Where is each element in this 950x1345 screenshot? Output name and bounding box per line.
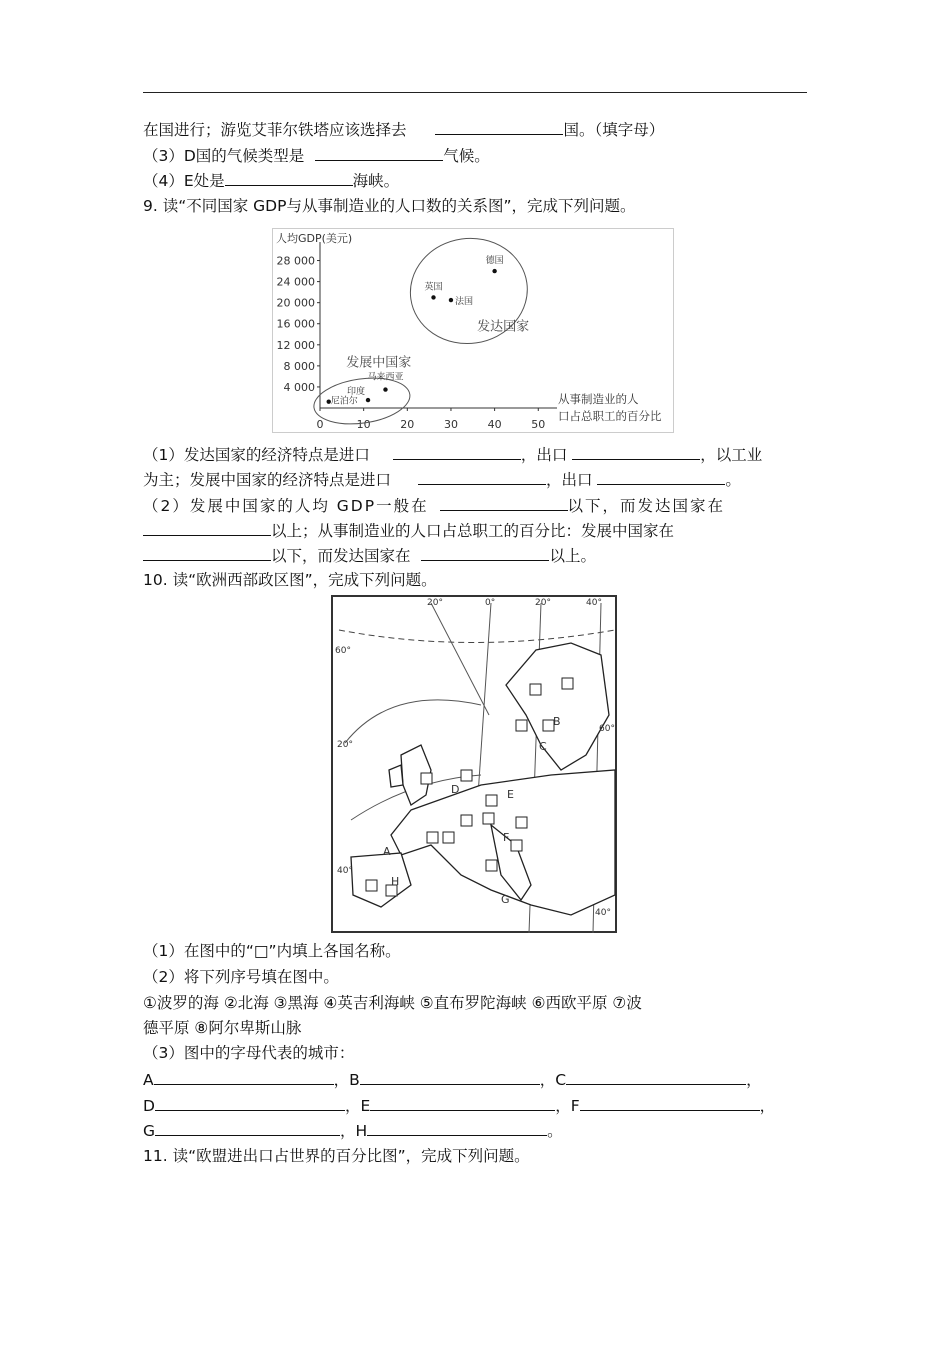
text: 海峡。 (352, 172, 400, 190)
text: 以下，而发达国家在 (271, 547, 411, 565)
text: 以下，而发达国家在 (567, 497, 726, 515)
latitude-label: 40° (595, 908, 611, 918)
city-b-blank[interactable] (360, 1068, 540, 1085)
map-letter-c: C (539, 740, 547, 753)
answer-blank[interactable] (225, 169, 353, 186)
line-climate (143, 144, 490, 167)
question-10: 10. 读“欧洲西部政区图”，完成下列问题。 (143, 571, 437, 589)
text: 为主；发展中国家的经济特点是进口 (143, 471, 392, 489)
city-a-blank[interactable] (154, 1068, 334, 1085)
point-label: 马来西亚 (367, 372, 404, 383)
x-tick-label: 50 (531, 418, 546, 431)
text: 国。（填字母） (563, 121, 665, 139)
group-label: 发展中国家 (346, 355, 412, 371)
x-tick-label: 20 (400, 418, 415, 431)
answer-blank[interactable] (143, 519, 271, 536)
text: ，B (333, 1071, 360, 1089)
longitude-label: 20° (427, 598, 443, 608)
q9-part2-line2 (143, 519, 674, 542)
map-letter-d: D (451, 783, 460, 796)
q10-part3: （3）图中的字母代表的城市： (143, 1044, 355, 1062)
text: ， (759, 1097, 776, 1115)
q9-part1-line1 (143, 443, 762, 466)
x-tick-label: 10 (356, 418, 371, 431)
text: （2）发展中国家的人均 GDP一般在 (143, 497, 429, 515)
country-box[interactable] (427, 832, 438, 843)
answer-blank[interactable] (435, 118, 563, 135)
point-label: 德国 (485, 256, 504, 267)
answer-blank[interactable] (440, 494, 568, 511)
country-box[interactable] (486, 860, 497, 871)
western-europe-map (331, 595, 617, 933)
text: ，H (340, 1122, 368, 1140)
longitude-label: 40° (586, 598, 602, 608)
y-tick-label: 4 000 (283, 380, 315, 394)
city-row-abc (143, 1068, 762, 1091)
country-box[interactable] (516, 817, 527, 828)
answer-blank[interactable] (315, 144, 443, 161)
text: 以上；从事制造业的人口占总职工的百分比：发展中国家在 (271, 522, 675, 540)
point-label: 法国 (454, 297, 473, 308)
latitude-label: 60° (599, 724, 615, 734)
map-letter-b: B (553, 715, 561, 728)
text: ，出口 (545, 471, 593, 489)
latitude-label: 40° (337, 866, 353, 876)
country-box[interactable] (461, 770, 472, 781)
country-box[interactable] (443, 832, 454, 843)
city-h-blank[interactable] (367, 1119, 547, 1136)
answer-blank[interactable] (393, 443, 521, 460)
text: 在国进行；游览艾菲尔铁塔应该选择去 (143, 121, 407, 139)
city-row-def (143, 1094, 775, 1117)
gdp-scatter-chart (272, 228, 674, 433)
y-tick-label: 8 000 (283, 359, 315, 373)
text: 气候。 (443, 147, 490, 165)
country-box[interactable] (516, 720, 527, 731)
longitude-label: 0° (485, 598, 496, 608)
y-axis-label: 人均GDP(美元) (276, 232, 353, 245)
text: ，出口 (520, 446, 568, 464)
text: 。 (547, 1122, 563, 1140)
q10-part2: （2）将下列序号填在图中。 (143, 968, 339, 986)
text: ，以工业 (700, 446, 763, 464)
country-box[interactable] (511, 840, 522, 851)
question-9: 9. 读“不同国家 GDP与从事制造业的人口数的关系图”，完成下列问题。 (143, 197, 636, 215)
line-eiffel (143, 118, 664, 141)
longitude-label: 20° (535, 598, 551, 608)
group-label: 发达国家 (477, 319, 530, 335)
text: 以上。 (549, 547, 596, 565)
latitude-label: 20° (337, 740, 353, 750)
city-c-blank[interactable] (566, 1068, 746, 1085)
country-box[interactable] (486, 795, 497, 806)
text: D (143, 1097, 155, 1115)
data-point (449, 298, 453, 302)
answer-blank[interactable] (143, 544, 271, 561)
latitude-label: 60° (335, 646, 351, 656)
country-box[interactable] (461, 815, 472, 826)
text: ，E (344, 1097, 371, 1115)
answer-blank[interactable] (572, 443, 700, 460)
answer-blank[interactable] (421, 544, 549, 561)
data-point (383, 387, 387, 391)
point-label: 尼泊尔 (330, 396, 358, 407)
y-tick-label: 20 000 (276, 296, 315, 310)
map-letter-a: A (383, 845, 391, 858)
city-d-blank[interactable] (155, 1094, 345, 1111)
x-axis-label: 口占总职工的百分比 (558, 409, 662, 423)
answer-blank[interactable] (418, 468, 546, 485)
map-letter-f: F (503, 831, 510, 844)
x-tick-label: 0 (316, 418, 324, 431)
y-tick-label: 16 000 (276, 317, 315, 331)
text: （4）E处是 (143, 172, 225, 190)
data-point (431, 295, 435, 299)
x-axis-label: 从事制造业的人 (558, 392, 639, 406)
text: A (143, 1071, 154, 1089)
x-tick-label: 40 (487, 418, 502, 431)
q9-part2-line1 (143, 494, 725, 517)
text: （1）发达国家的经济特点是进口 (143, 446, 370, 464)
country-box[interactable] (483, 813, 494, 824)
y-tick-label: 28 000 (276, 254, 315, 268)
text: ，F (555, 1097, 580, 1115)
map-letter-h: H (391, 875, 400, 888)
y-tick-label: 12 000 (276, 338, 315, 352)
q10-part1: （1）在图中的“□”内填上各国名称。 (143, 942, 401, 960)
text: G (143, 1122, 156, 1140)
point-label: 英国 (424, 282, 443, 293)
point-label: 印度 (347, 387, 366, 398)
country-box[interactable] (421, 773, 432, 784)
country-box[interactable] (366, 880, 377, 891)
country-box[interactable] (562, 678, 573, 689)
question-11: 11. 读“欧盟进出口占世界的百分比图”，完成下列问题。 (143, 1147, 530, 1165)
country-box[interactable] (530, 684, 541, 695)
text: 。 (725, 471, 741, 489)
x-tick-label: 30 (443, 418, 458, 431)
y-tick-label: 24 000 (276, 275, 315, 289)
map-letter-g: G (501, 893, 510, 906)
data-point (492, 269, 496, 273)
line-strait (143, 169, 399, 192)
q10-options-line2: 德平原 ⑧阿尔卑斯山脉 (143, 1019, 302, 1037)
q9-part1-line2 (143, 468, 741, 491)
data-point (366, 398, 370, 402)
city-f-blank[interactable] (580, 1094, 760, 1111)
city-row-gh (143, 1119, 563, 1142)
text: ，C (539, 1071, 567, 1089)
q9-part2-line3 (143, 544, 596, 567)
city-g-blank[interactable] (155, 1119, 340, 1136)
text: ， (746, 1071, 762, 1089)
header-rule (143, 92, 807, 93)
map-letter-e: E (507, 788, 514, 801)
q10-options-line1: ①波罗的海 ②北海 ③黑海 ④英吉利海峡 ⑤直布罗陀海峡 ⑥西欧平原 ⑦波 (143, 994, 642, 1012)
city-e-blank[interactable] (370, 1094, 555, 1111)
answer-blank[interactable] (597, 468, 725, 485)
text: （3）D国的气候类型是 (143, 147, 305, 165)
